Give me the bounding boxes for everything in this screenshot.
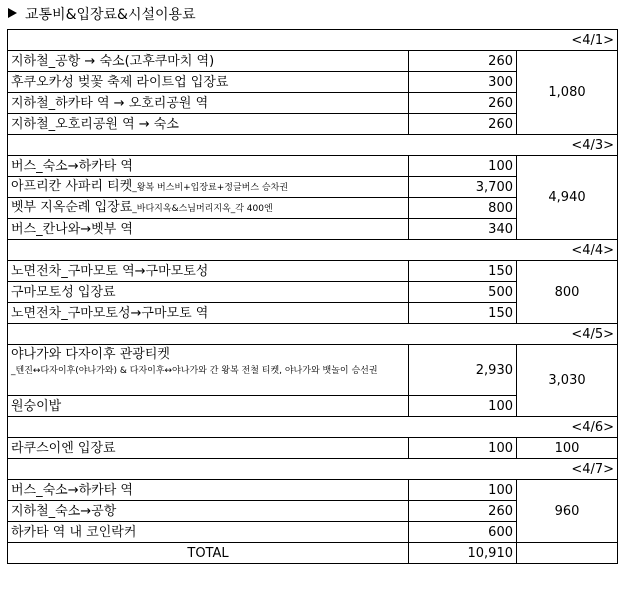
grand-total-row xyxy=(8,543,618,564)
expense-amount: 150 xyxy=(409,261,517,282)
expense-table xyxy=(7,29,618,564)
expense-name: 지하철_오호리공원 역 → 숙소 xyxy=(11,116,179,132)
expense-row xyxy=(8,480,618,501)
expense-description xyxy=(8,282,409,303)
expense-name: 원숭이밥 xyxy=(11,398,62,414)
expense-description xyxy=(8,345,409,396)
day-total: 1,080 xyxy=(517,51,618,135)
expense-note: _바다지옥&스님머리지옥_각 400엔 xyxy=(132,203,273,214)
expense-description xyxy=(8,51,409,72)
expense-amount: 260 xyxy=(409,51,517,72)
date-label: <4/4> xyxy=(8,240,618,261)
expense-name: 아프리칸 사파리 티켓 xyxy=(11,178,133,194)
date-label: <4/1> xyxy=(8,30,618,51)
expense-amount: 600 xyxy=(409,522,517,543)
section-title xyxy=(8,6,196,24)
expense-note: _텐진↔다자이후(야나가와) & 다자이후↔야나가와 간 왕복 전철 티켓, 야나가와 뱃놀이 승선권 xyxy=(11,366,378,376)
expense-description xyxy=(8,261,409,282)
expense-description xyxy=(8,303,409,324)
expense-amount: 100 xyxy=(409,438,517,459)
expense-name: 버스_숙소→하카타 역 xyxy=(11,482,133,498)
expense-amount: 100 xyxy=(409,396,517,417)
expense-row xyxy=(8,438,618,459)
expense-table-body xyxy=(8,30,618,564)
expense-amount: 2,930 xyxy=(409,345,517,396)
expense-name: 버스_숙소→하카타 역 xyxy=(11,158,133,174)
expense-amount: 3,700 xyxy=(409,177,517,198)
expense-name: 하카타 역 내 코인락커 xyxy=(11,524,137,540)
expense-name: 후쿠오카성 벚꽃 축제 라이트업 입장료 xyxy=(11,74,229,90)
expense-amount: 260 xyxy=(409,114,517,135)
triangle-bullet-icon xyxy=(8,8,17,18)
day-total: 960 xyxy=(517,480,618,543)
day-total: 800 xyxy=(517,261,618,324)
expense-amount: 100 xyxy=(409,480,517,501)
expense-description xyxy=(8,522,409,543)
expense-name: 지하철_숙소→공항 xyxy=(11,503,117,519)
expense-name: 야나가와 다자이후 관광티켓 xyxy=(11,347,170,362)
expense-description xyxy=(8,501,409,522)
date-header-row xyxy=(8,459,618,480)
date-header-row xyxy=(8,30,618,51)
expense-name: 구마모토성 입장료 xyxy=(11,284,116,300)
grand-total-value: 10,910 xyxy=(409,543,517,564)
grand-total-empty xyxy=(517,543,618,564)
date-header-row xyxy=(8,417,618,438)
expense-name: 라쿠스이엔 입장료 xyxy=(11,440,116,456)
date-label: <4/6> xyxy=(8,417,618,438)
expense-row xyxy=(8,51,618,72)
expense-amount: 100 xyxy=(409,156,517,177)
date-label: <4/7> xyxy=(8,459,618,480)
expense-description xyxy=(8,438,409,459)
expense-amount: 340 xyxy=(409,219,517,240)
expense-row xyxy=(8,156,618,177)
expense-amount: 300 xyxy=(409,72,517,93)
expense-name: 벳부 지옥순례 입장료 xyxy=(11,199,133,215)
day-total: 100 xyxy=(517,438,618,459)
expense-amount: 260 xyxy=(409,93,517,114)
expense-description xyxy=(8,219,409,240)
expense-description xyxy=(8,177,409,198)
expense-row xyxy=(8,345,618,396)
date-header-row xyxy=(8,240,618,261)
date-header-row xyxy=(8,324,618,345)
section-title-text: 교통비&입장료&시설이용료 xyxy=(25,7,196,23)
grand-total-label: TOTAL xyxy=(8,543,409,564)
expense-description xyxy=(8,480,409,501)
expense-description xyxy=(8,156,409,177)
expense-amount: 260 xyxy=(409,501,517,522)
expense-description xyxy=(8,198,409,219)
expense-name: 노면전차_구마모토 역→구마모토성 xyxy=(11,263,209,279)
date-label: <4/5> xyxy=(8,324,618,345)
date-header-row xyxy=(8,135,618,156)
expense-description xyxy=(8,93,409,114)
expense-description xyxy=(8,114,409,135)
expense-name: 지하철_하카타 역 → 오호리공원 역 xyxy=(11,95,209,111)
expense-description xyxy=(8,396,409,417)
expense-name: 버스_칸나와→벳부 역 xyxy=(11,221,133,237)
expense-amount: 500 xyxy=(409,282,517,303)
expense-name: 노면전차_구마모토성→구마모토 역 xyxy=(11,305,209,321)
expense-note: _왕복 버스비+입장료+정글버스 승차권 xyxy=(132,182,289,193)
expense-row xyxy=(8,261,618,282)
date-label: <4/3> xyxy=(8,135,618,156)
expense-name: 지하철_공항 → 숙소(고후쿠마치 역) xyxy=(11,53,215,69)
expense-amount: 800 xyxy=(409,198,517,219)
expense-amount: 150 xyxy=(409,303,517,324)
day-total: 4,940 xyxy=(517,156,618,240)
expense-description xyxy=(8,72,409,93)
day-total: 3,030 xyxy=(517,345,618,417)
